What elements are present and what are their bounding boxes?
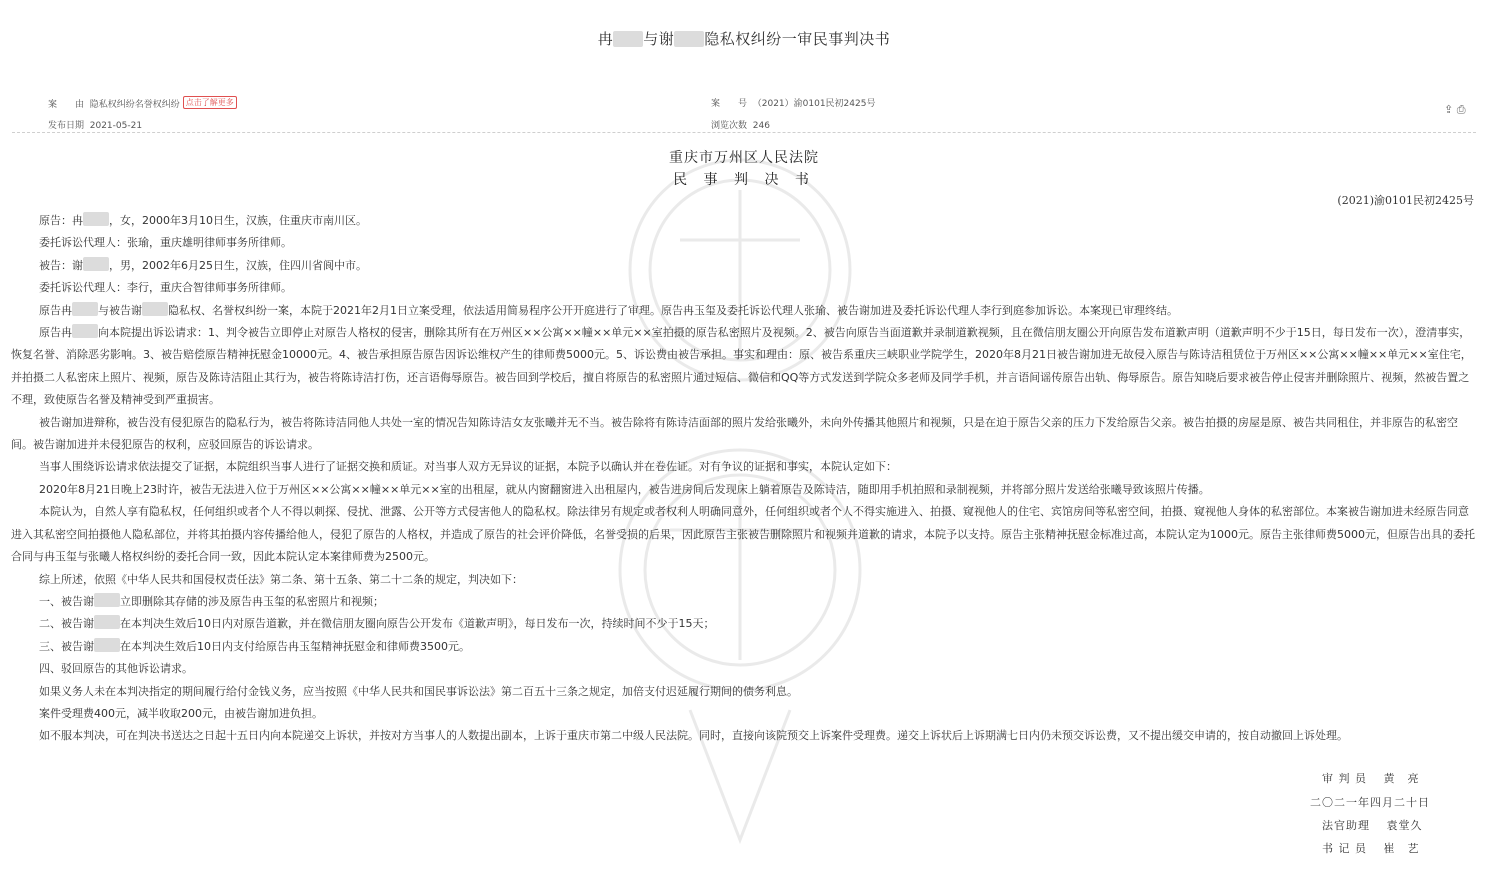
meta-views: 浏览次数 246 [711, 121, 770, 131]
share-icon[interactable]: ⇪ [1444, 103, 1454, 116]
redaction-mask [674, 31, 704, 47]
more-info-badge[interactable]: 点击了解更多 [183, 96, 237, 109]
paragraph: 三、被告谢 在本判决生效后10日内支付给原告冉玉玺精神抚慰金和律师费3500元。 [39, 639, 470, 653]
signature-assistant: 法官助理 袁堂久 [1322, 819, 1423, 832]
paragraph: 二、被告谢 在本判决生效后10日内对原告道歉，并在微信朋友圈向原告公开发布《道歉声明》，每日发布一次，持续时间不少于15天； [39, 617, 715, 631]
meta-date: 发布日期 2021-05-21 [48, 121, 143, 131]
signature-clerk: 书 记 员 崔 艺 [1322, 842, 1420, 855]
signature-date: 二〇二一年四月二十日 [1310, 796, 1430, 809]
paragraph: 被告：谢 ，男，2002年6月25日生，汉族，住四川省阆中市。 [39, 258, 367, 272]
court-name: 重庆市万州区人民法院 [669, 150, 819, 166]
paragraph: 被告谢加进辩称，被告没有侵犯原告的隐私行为，被告将陈诗洁同他人共处一室的情况告知陈诗洁女友张曦并无不当。被告除将有陈诗洁面部的照片发给张曦外，未向外传播其他照片和视频，只是在迫于原告父亲的压力下发给原告父亲。被告拍摄的房屋是原、被告共同租住，并非原告的私密空间。被告谢加进并未侵犯原告的权利，应驳回原告的诉讼请求。 [11, 415, 1458, 452]
judgment-body [11, 210, 1475, 748]
divider [12, 132, 1476, 133]
paragraph: 案件受理费400元，减半收取200元，由被告谢加进负担。 [39, 706, 323, 720]
paragraph: 原告：冉 ，女，2000年3月10日生，汉族，住重庆市南川区。 [39, 214, 367, 227]
document-type: 民 事 判 决 书 [673, 172, 815, 188]
paragraph: 原告冉 与被告谢 隐私权、名誉权纠纷一案，本院于2021年2月1日立案受理，依法适用简易程序公开开庭进行了审理。原告冉玉玺及委托诉讼代理人张瑜、被告谢加进及委托诉讼代理人李行到庭参加诉讼。本案现已审理终结。 [39, 303, 1178, 317]
signature-judge: 审 判 员 黄 亮 [1322, 772, 1420, 785]
paragraph: 当事人围绕诉讼请求依法提交了证据，本院组织当事人进行了证据交换和质证。对当事人双方无异议的证据，本院予以确认并在卷佐证。对有争议的证据和事实，本院认定如下： [39, 460, 897, 474]
redaction-mask [613, 31, 643, 47]
paragraph: 本院认为，自然人享有隐私权，任何组织或者个人不得以刺探、侵扰、泄露、公开等方式侵害他人的隐私权。除法律另有规定或者权利人明确同意外，任何组织或者个人不得实施进入、拍摄、窥视他人的住宅、宾馆房间等私密空间，拍摄、窥视他人身体的私密部位。本案被告谢加进未经原告同意进入其私密空间拍摄他人隐私部位，并将其拍摄内容传播给他人，侵犯了原告的人格权，并造成了原告的社会评价降低，名誉受损的后果，因此原告主张被告删除照片和视频并道歉的请求，本院予以支持。原告主张精神抚慰金标准过高，本院认定为1000元。原告主张律师费5000元，但原告出具的委托合同与冉玉玺与张曦人格权纠纷的委托合同一致，因此本院认定本案律师费为2500元。 [11, 505, 1475, 564]
paragraph: 四、驳回原告的其他诉讼请求。 [39, 662, 193, 676]
paragraph: 委托诉讼代理人：张瑜，重庆雄明律师事务所律师。 [39, 236, 292, 250]
cause-link[interactable]: 隐私权纠纷名誉权纠纷 [89, 100, 180, 110]
document-title: 冉 与谢 隐私权纠纷一审民事判决书 [597, 30, 891, 48]
paragraph: 如不服本判决，可在判决书送达之日起十五日内向本院递交上诉状，并按对方当事人的人数提出副本，上诉于重庆市第二中级人民法院。同时，直接向该院预交上诉案件受理费。递交上诉状后上诉期满七日内仍未预交诉讼费，又不提出缓交申请的，按自动撤回上诉处理。 [39, 729, 1348, 743]
paragraph: 2020年8月21日晚上23时许，被告无法进入位于万州区××公寓××幢××单元××室的出租屋，就从内窗翻窗进入出租屋内，被告进房间后发现床上躺着原告及陈诗洁，随即用手机拍照和录制视频，并将部分照片发送给张曦导致该照片传播。 [39, 482, 1210, 496]
paragraph: 一、被告谢 立即删除其存储的涉及原告冉玉玺的私密照片和视频； [39, 594, 384, 608]
paragraph: 原告冉 向本院提出诉讼请求：1、判令被告立即停止对原告人格权的侵害，删除其所有在万州区××公寓××幢××单元××室拍摄的原告私密照片及视频。2、被告向原告当面道歉并录制道歉视频，且在微信朋友圈公开向原告发布道歉声明（道歉声明不少于15日，每日发布一次），澄清事实，恢复名誉、消除恶劣影响。3、被告赔偿原告精神抚慰金10000元。4、被告承担原告原告因诉讼维权产生的律师费5000元。5、诉讼费由被告承担。事实和理由：原、被告系重庆三峡职业学院学生，2020年8月21日被告谢加进无故侵入原告与陈诗洁租赁位于万州区××公寓××幢××单元××室住宅，并拍摄二人私密床上照片、视频，原告及陈诗洁阻止其行为，被告将陈诗洁打伤，还言语侮辱原告。被告回到学校后，擅自将原告的私密照片通过短信、微信和QQ等方式发送到学院众多老师及同学手机，并言语间谣传原告出轨、侮辱原告。原告知晓后要求被告停止侵害并删除照片、视频，然被告置之不理，致使原告名誉及精神受到严重损害。 [11, 326, 1472, 407]
paragraph: 如果义务人未在本判决指定的期间履行给付金钱义务，应当按照《中华人民共和国民事诉讼法》第二百五十三条之规定，加倍支付迟延履行期间的债务利息。 [39, 684, 798, 698]
print-icon[interactable]: ⎙ [1456, 103, 1466, 116]
toolbar-icons [1444, 103, 1466, 117]
meta-caseno: 案 号 （2021）渝0101民初2425号 [711, 99, 876, 109]
case-number: (2021)渝0101民初2425号 [1337, 194, 1474, 207]
meta-cause: 案 由 隐私权纠纷名誉权纠纷 点击了解更多 [48, 96, 237, 110]
paragraph: 委托诉讼代理人：李行，重庆合智律师事务所律师。 [39, 281, 292, 295]
paragraph: 综上所述，依照《中华人民共和国侵权责任法》第二条、第十五条、第二十二条的规定，判决如下： [39, 572, 523, 586]
